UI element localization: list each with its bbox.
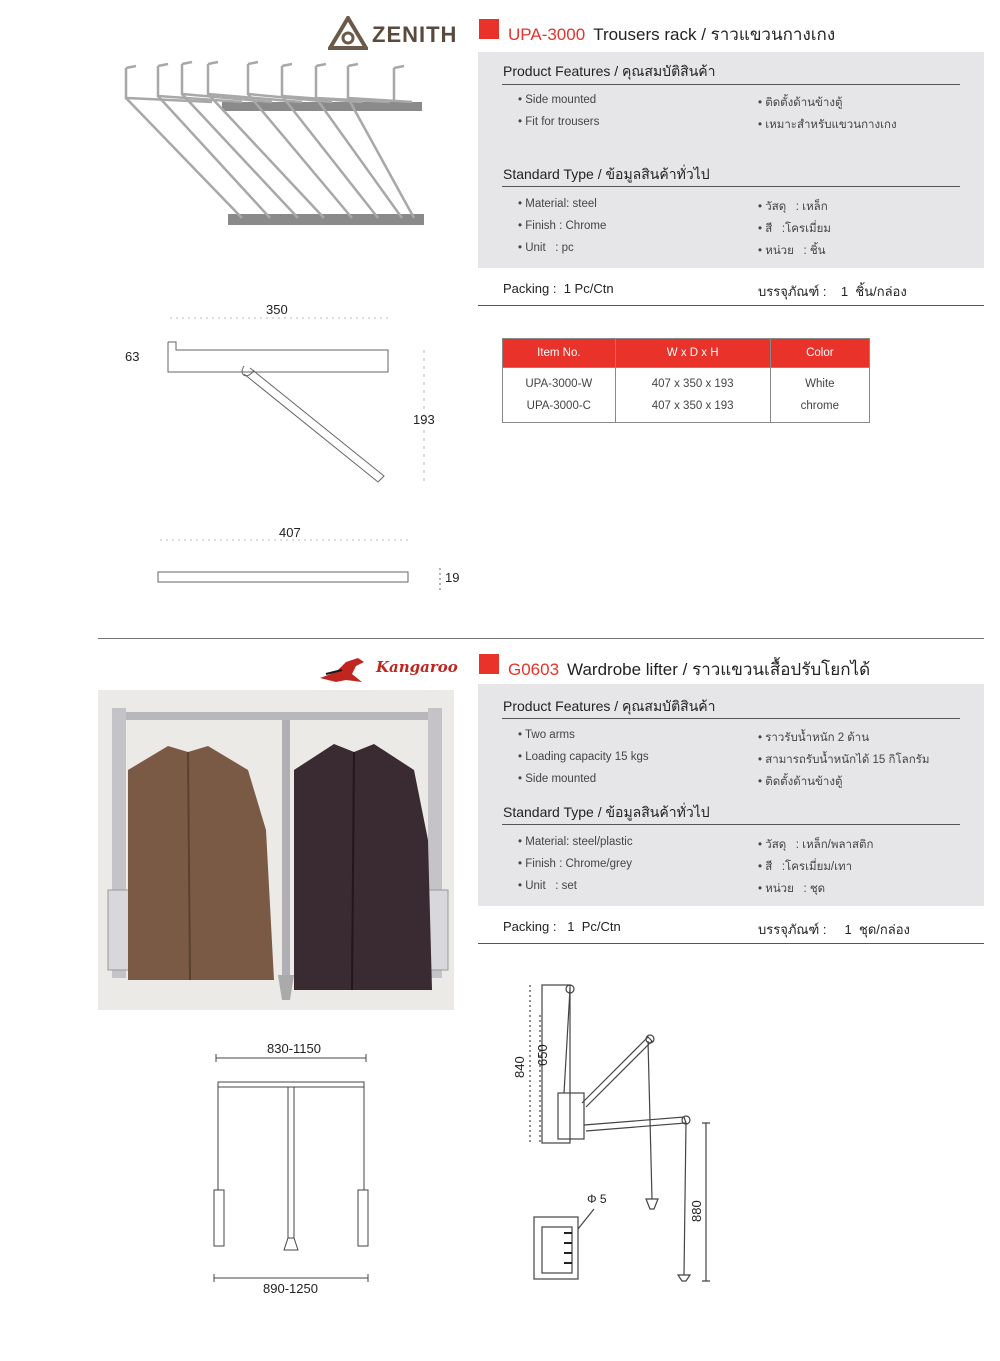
table-header: W x D x H	[615, 339, 770, 368]
product2-packing-en: Packing : 1 Pc/Ctn	[503, 919, 621, 934]
dim-phi: Φ 5	[587, 1192, 607, 1206]
product2-features-heading: Product Features / คุณสมบัติสินค้า	[503, 698, 716, 714]
trousers-rack-side-drawing	[120, 310, 450, 500]
table-row	[503, 395, 870, 423]
standard-en: • Unit : set	[518, 880, 577, 892]
standard-th: • วัสดุ : เหล็ก/พลาสติก	[758, 836, 873, 854]
zenith-triangle-icon	[328, 16, 368, 50]
standard-en: • Unit : pc	[518, 242, 574, 254]
product1-title	[508, 21, 835, 48]
dim-height: 193	[413, 412, 435, 427]
table-cell: UPA-3000-C	[503, 395, 616, 423]
table-cell: UPA-3000-W	[503, 368, 616, 396]
standard-th: • วัสดุ : เหล็ก	[758, 198, 828, 216]
dim-width-top: 350	[266, 302, 288, 317]
standard-th: • หน่วย : ชุด	[758, 880, 825, 898]
item-table	[502, 338, 870, 423]
dim-bottom-width: 890-1250	[263, 1281, 318, 1296]
feature-th: • ราวรับน้ำหนัก 2 ด้าน	[758, 729, 869, 747]
feature-th: • ติดตั้งด้านข้างตู้	[758, 94, 842, 112]
kangaroo-wordmark: Kangaroo	[376, 658, 458, 676]
standard-en: • Material: steel/plastic	[518, 836, 633, 848]
kangaroo-logo	[318, 652, 458, 686]
feature-en: • Side mounted	[518, 773, 596, 785]
table-cell: 407 x 350 x 193	[615, 368, 770, 396]
standard-en: • Finish : Chrome/grey	[518, 858, 632, 870]
dim-650: 650	[535, 1044, 550, 1066]
standard-th: • สี :โครเมี่ยม	[758, 220, 831, 238]
product2-name: Wardrobe lifter / ราวแขวนเสื้อปรับโยกได้	[567, 660, 871, 679]
dim-height-small: 63	[125, 349, 140, 364]
product1-name: Trousers rack / ราวแขวนกางเกง	[593, 25, 836, 44]
divider	[502, 718, 960, 719]
divider	[478, 305, 984, 306]
feature-en: • Fit for trousers	[518, 116, 599, 128]
feature-th: • เหมาะสำหรับแขวนกางเกง	[758, 116, 897, 134]
dim-length: 407	[279, 525, 301, 540]
wardrobe-lifter-photo	[98, 690, 454, 1010]
divider	[502, 186, 960, 187]
divider	[502, 824, 960, 825]
feature-en: • Two arms	[518, 729, 575, 741]
table-row	[503, 368, 870, 396]
table-cell: chrome	[770, 395, 869, 423]
zenith-wordmark: ZENITH	[372, 22, 458, 47]
feature-th: • สามารถรับน้ำหนักได้ 15 กิโลกรัม	[758, 751, 929, 769]
table-header: Item No.	[503, 339, 616, 368]
trousers-rack-top-drawing	[150, 536, 450, 596]
dim-840: 840	[512, 1056, 527, 1078]
product2-title	[508, 656, 870, 683]
title-marker-2	[479, 654, 499, 674]
trousers-rack-photo	[112, 58, 432, 248]
product1-packing-en: Packing : 1 Pc/Ctn	[503, 281, 614, 296]
dim-thickness: 19	[445, 570, 460, 585]
feature-en: • Side mounted	[518, 94, 596, 106]
table-cell: 407 x 350 x 193	[615, 395, 770, 423]
table-cell: White	[770, 368, 869, 396]
dim-880: 880	[689, 1200, 704, 1222]
standard-th: • สี :โครเมี่ยม/เทา	[758, 858, 852, 876]
zenith-logo	[328, 16, 464, 52]
title-marker-1	[479, 19, 499, 39]
product1-packing-th: บรรจุภัณฑ์ : 1 ชิ้น/กล่อง	[758, 284, 907, 299]
wardrobe-lifter-front-drawing	[208, 1050, 378, 1290]
wardrobe-lifter-side-drawing	[520, 975, 730, 1285]
product1-standard-heading: Standard Type / ข้อมูลสินค้าทั่วไป	[503, 166, 710, 182]
divider	[502, 84, 960, 85]
product2-code: G0603	[508, 660, 560, 679]
feature-en: • Loading capacity 15 kgs	[518, 751, 649, 763]
product1-features-heading: Product Features / คุณสมบัติสินค้า	[503, 63, 716, 79]
table-header: Color	[770, 339, 869, 368]
standard-en: • Material: steel	[518, 198, 597, 210]
dim-top-width: 830-1150	[267, 1041, 321, 1056]
divider	[478, 943, 984, 944]
standard-en: • Finish : Chrome	[518, 220, 606, 232]
product2-packing-th: บรรจุภัณฑ์ : 1 ชุด/กล่อง	[758, 922, 910, 937]
feature-th: • ติดตั้งด้านข้างตู้	[758, 773, 842, 791]
kangaroo-icon	[318, 652, 370, 686]
product1-code: UPA-3000	[508, 25, 586, 44]
standard-th: • หน่วย : ชิ้น	[758, 242, 826, 260]
section-separator	[98, 638, 984, 639]
product2-standard-heading: Standard Type / ข้อมูลสินค้าทั่วไป	[503, 804, 710, 820]
